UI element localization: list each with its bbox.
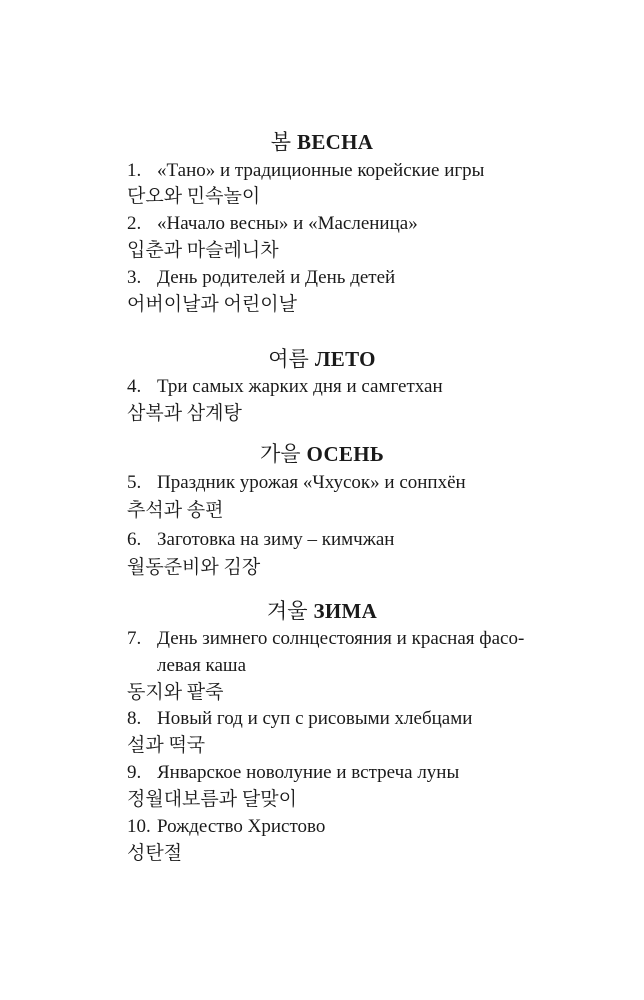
list-item-korean: 삼복과 삼계탕 [127,403,242,424]
list-item-russian: День зимнего солнцестояния и красная фасо- [157,628,525,649]
list-item-korean: 어버이날과 어린이날 [127,294,297,315]
list-item-number: 4. [127,376,142,397]
list-item-korean: 성탄절 [127,843,183,864]
section-title-russian: ЗИМА [313,599,378,623]
section-title-korean: 여름 [268,347,309,371]
section-title-autumn [0,440,644,468]
list-item-number: 9. [127,762,142,783]
list-item-russian-continuation: левая каша [157,655,246,676]
list-item-title [127,814,325,840]
list-item-number: 7. [127,628,142,649]
section-title-summer [0,345,644,373]
section-title-winter [0,597,644,625]
list-item-title [127,265,395,291]
list-item-russian: «Тано» и традиционные корейские игры [157,160,485,181]
list-item-title [127,470,466,496]
list-item-korean: 월동준비와 김장 [127,557,261,578]
list-item-title [127,760,459,786]
list-item-russian: День родителей и День детей [157,267,396,288]
section-title-spring [0,128,644,156]
list-item-number: 5. [127,472,142,493]
list-item-russian: «Начало весны» и «Масленица» [157,213,418,234]
section-title-korean: 가을 [259,442,301,466]
list-item-title [127,211,418,237]
list-item-russian: Январское новолуние и встреча луны [157,762,460,783]
list-item-korean: 설과 떡국 [127,735,206,756]
list-item-number: 2. [127,213,142,234]
list-item-korean: 입춘과 마슬레니차 [127,240,279,261]
section-title-russian: ОСЕНЬ [306,442,385,466]
list-item-title [127,374,443,400]
section-title-russian: ЛЕТО [314,347,376,371]
list-item-number: 6. [127,529,142,550]
list-item-korean: 단오와 민속놀이 [127,186,261,207]
list-item-russian: Три самых жарких дня и самгетхан [157,376,443,397]
list-item-title [127,706,472,732]
list-item-number: 10. [127,816,151,837]
section-title-russian: ВЕСНА [297,130,374,154]
list-item-title [127,527,394,553]
section-title-korean: 겨울 [266,599,308,623]
list-item-russian: Заготовка на зиму – кимчжан [157,529,395,550]
section-title-korean: 봄 [270,130,292,154]
list-item-korean: 동지와 팥죽 [127,682,224,703]
list-item-title [127,626,524,652]
list-item-title [127,158,484,184]
list-item-number: 3. [127,267,142,288]
list-item-russian: Новый год и суп с рисовыми хлебцами [157,708,473,729]
list-item-number: 8. [127,708,142,729]
list-item-korean: 추석과 송편 [127,500,224,521]
list-item-number: 1. [127,160,142,181]
list-item-russian: Праздник урожая «Чхусок» и сонпхён [157,472,466,493]
list-item-russian: Рождество Христово [157,816,326,837]
list-item-korean: 정월대보름과 달맞이 [127,789,297,810]
